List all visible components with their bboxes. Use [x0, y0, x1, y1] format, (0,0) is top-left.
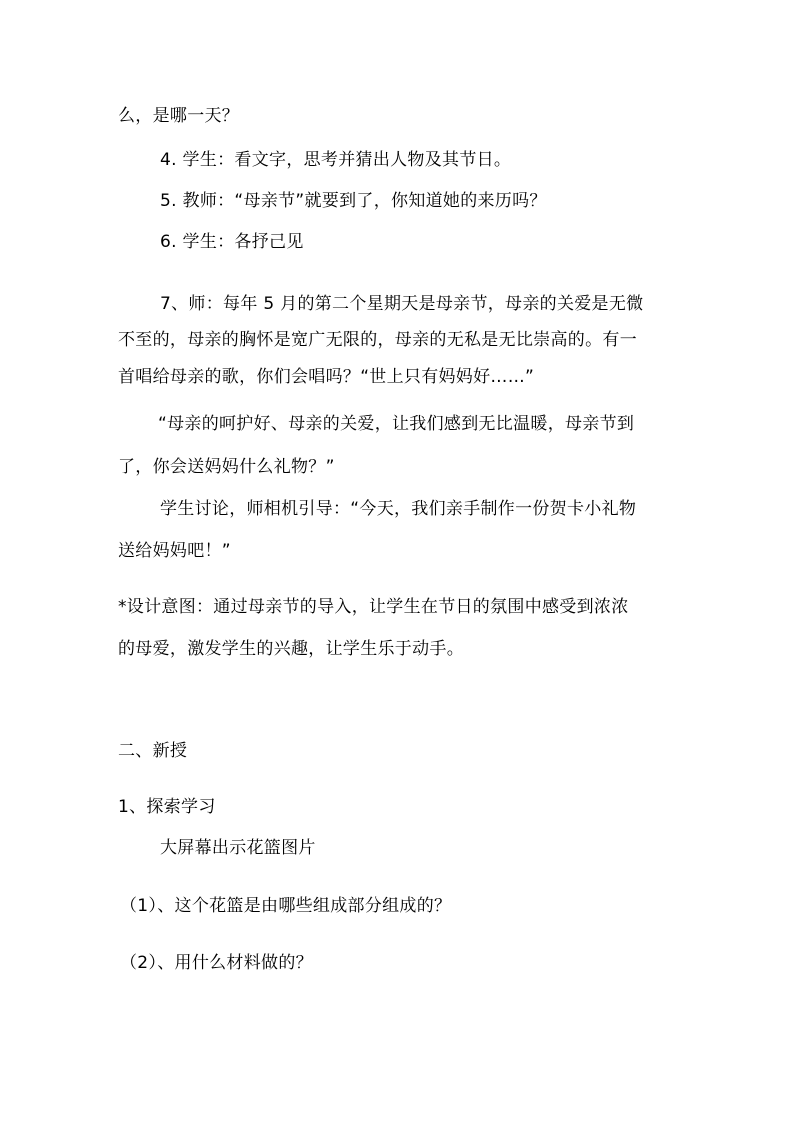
text-line: “母亲的呵护好、母亲的关爱，让我们感到无比温暖，母亲节到: [158, 414, 635, 434]
question-line: （2）、用什么材料做的？: [120, 953, 313, 973]
text-line: 送给妈妈吧！”: [118, 541, 231, 561]
text-line: 首唱给母亲的歌，你们会唱吗？“世上只有妈妈好……”: [118, 367, 535, 387]
design-intent-line: *设计意图：通过母亲节的导入，让学生在节日的氛围中感受到浓浓: [118, 597, 629, 617]
text-line: 7、师：每年 5 月的第二个星期天是母亲节，母亲的关爱是无微: [160, 294, 644, 314]
design-intent-line: 的母爱，激发学生的兴趣，让学生乐于动手。: [118, 639, 464, 659]
text-line: 不至的，母亲的胸怀是宽广无限的，母亲的无私是无比崇高的。有一: [118, 330, 637, 350]
text-line: 么，是哪一天？: [118, 106, 240, 126]
text-line: 了，你会送妈妈什么礼物？”: [118, 457, 335, 477]
question-line: （1）、这个花篮是由哪些组成部分组成的？: [120, 896, 452, 916]
text-line: 6. 学生：各抒己见: [160, 232, 304, 252]
text-line: 5. 教师：“母亲节”就要到了，你知道她的来历吗？: [160, 191, 547, 211]
subsection-heading: 1、探索学习: [118, 797, 216, 817]
text-line: 学生讨论，师相机引导：“今天，我们亲手制作一份贺卡小礼物: [160, 499, 637, 519]
section-heading: 二、新授: [118, 741, 188, 761]
text-line: 大屏幕出示花篮图片: [160, 838, 316, 858]
text-line: 4. 学生：看文字，思考并猜出人物及其节日。: [160, 150, 512, 170]
